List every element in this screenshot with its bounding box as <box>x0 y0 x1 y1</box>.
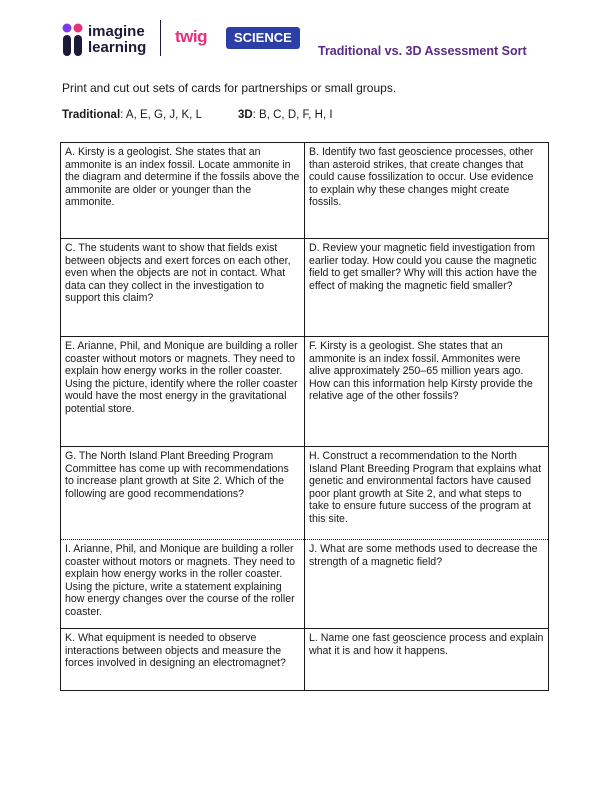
card-g <box>61 447 305 540</box>
card-d <box>305 239 549 337</box>
card-j-text: J. What are some methods used to decrease the strength of a magnetic field? <box>309 543 538 568</box>
card-k <box>61 629 305 691</box>
card-i <box>61 540 305 629</box>
answer-legend <box>62 109 333 121</box>
card-a-text: A. Kirsty is a geologist. She states that an ammonite is an index fossil. Locate ammonite in the diagram and determine if the fossils above the ammonite are older or younger than the ammonite. <box>65 146 300 209</box>
card-f-text: F. Kirsty is a geologist. She states that an ammonite is an index fossil. Ammonites were alive approximately 250–65 million years ago. How can this information help Kirsty provide the relative age of the other fossils? <box>309 340 533 403</box>
card-b <box>305 143 549 239</box>
page-title: Traditional vs. 3D Assessment Sort <box>318 44 527 58</box>
card-c-text: C. The students want to show that fields exist between objects and exert forces on each other, even when the objects are not in contact. What data can they collect in the investigation to support this claim? <box>65 242 291 305</box>
brand-line-1: imagine <box>88 23 145 40</box>
imagine-learning-wordmark <box>88 24 146 56</box>
card-a <box>61 143 305 239</box>
science-badge: SCIENCE <box>226 27 300 49</box>
card-b-text: B. Identify two fast geoscience processes, other than asteroid strikes, that create changes that could cause fossilization to occur. Use evidence to explain why these changes might create fossils. <box>309 146 534 209</box>
imagine-learning-logo <box>62 22 152 58</box>
card-k-text: K. What equipment is needed to observe interactions between objects and measure the forces involved in designing an electromagnet? <box>65 632 286 670</box>
card-j <box>305 540 549 629</box>
traditional-items: : A, E, G, J, K, L <box>120 109 202 121</box>
traditional-label: Traditional <box>62 109 121 121</box>
threed-label: 3D <box>237 109 253 121</box>
header <box>0 0 600 70</box>
threed-items: : B, C, D, F, H, I <box>252 109 333 121</box>
twig-logo: twig <box>175 27 207 46</box>
brand-line-2: learning <box>88 39 147 56</box>
card-e-text: E. Arianne, Phil, and Monique are building a roller coaster without motors or magnets. They need to explain how energy works in the roller coaster. Using the picture, identify where the roller coaster would have the most energy in the gravitational potential store. <box>65 340 298 415</box>
card-i-text: I. Arianne, Phil, and Monique are building a roller coaster without motors or magnets. They need to explain how energy works in the roller coaster. Using the picture, write a statement explaining how energy changes over the course of the roller coaster. <box>65 543 296 618</box>
card-h <box>305 447 549 540</box>
card-g-text: G. The North Island Plant Breeding Program Committee has come up with recommendations to increase plant growth at Site 2. Which of the following are good recommendations? <box>65 450 289 500</box>
card-table <box>60 142 549 691</box>
card-e <box>61 337 305 447</box>
card-d-text: D. Review your magnetic field investigation from earlier today. How could you cause the magnetic field to get smaller? Why will this action have the effect of making the magnetic field smaller? <box>309 242 537 292</box>
card-f <box>305 337 549 447</box>
card-l-text: L. Name one fast geoscience process and explain what it is and how it happens. <box>309 632 544 657</box>
intro-text: Print and cut out sets of cards for partnerships or small groups. <box>62 81 397 95</box>
logo-divider <box>160 20 161 56</box>
card-h-text: H. Construct a recommendation to the North Island Plant Breeding Program that explains what genetic and environmental factors have caused poor plant growth at Site 2, and what steps to take to ensure future success of the program at this site. <box>309 450 542 525</box>
card-c <box>61 239 305 337</box>
card-l <box>305 629 549 691</box>
imagine-learning-logo-icon <box>62 22 84 58</box>
